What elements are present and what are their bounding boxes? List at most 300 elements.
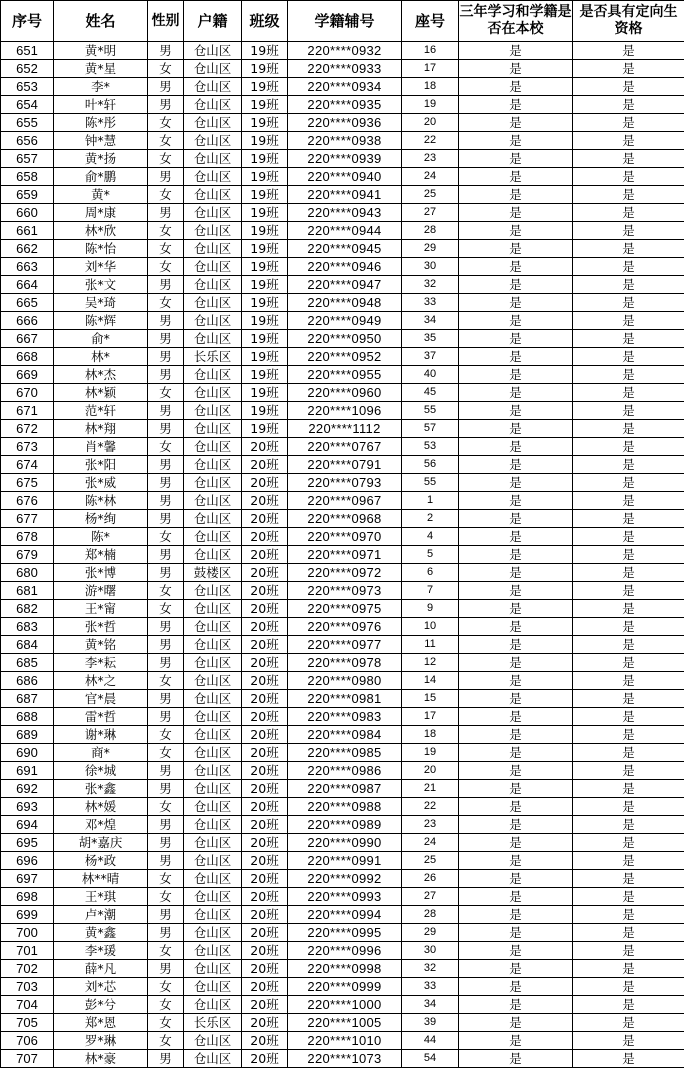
cell-qualification: 是 [573, 726, 684, 744]
cell-household: 仓山区 [184, 384, 242, 402]
cell-seq: 693 [1, 798, 54, 816]
cell-class: 20班 [242, 1032, 288, 1050]
cell-seq: 678 [1, 528, 54, 546]
cell-class: 20班 [242, 1050, 288, 1068]
cell-qualification: 是 [573, 546, 684, 564]
cell-gender: 男 [148, 852, 184, 870]
cell-name: 张*鑫 [54, 780, 148, 798]
cell-household: 仓山区 [184, 258, 242, 276]
cell-name: 杨*政 [54, 852, 148, 870]
cell-seq: 683 [1, 618, 54, 636]
cell-seat: 11 [402, 636, 459, 654]
cell-qualification: 是 [573, 384, 684, 402]
cell-name: 范*轩 [54, 402, 148, 420]
cell-household: 仓山区 [184, 528, 242, 546]
cell-qualification: 是 [573, 780, 684, 798]
cell-household: 仓山区 [184, 186, 242, 204]
cell-class: 19班 [242, 132, 288, 150]
cell-seq: 702 [1, 960, 54, 978]
cell-seat: 32 [402, 960, 459, 978]
cell-qualification: 是 [573, 456, 684, 474]
cell-student-id: 220****0955 [288, 366, 402, 384]
cell-in-school: 是 [459, 312, 573, 330]
cell-in-school: 是 [459, 654, 573, 672]
table-row [1, 330, 684, 348]
table-row [1, 870, 684, 888]
cell-gender: 男 [148, 816, 184, 834]
header-in-school: 三年学习和学籍是否在本校 [459, 1, 573, 42]
table-row [1, 456, 684, 474]
table-row [1, 780, 684, 798]
cell-name: 陈*彤 [54, 114, 148, 132]
cell-name: 陈*怡 [54, 240, 148, 258]
cell-student-id: 220****0993 [288, 888, 402, 906]
cell-qualification: 是 [573, 438, 684, 456]
cell-in-school: 是 [459, 114, 573, 132]
table-row [1, 654, 684, 672]
cell-student-id: 220****0994 [288, 906, 402, 924]
cell-name: 黄*明 [54, 42, 148, 60]
cell-household: 仓山区 [184, 114, 242, 132]
table-row [1, 366, 684, 384]
cell-qualification: 是 [573, 600, 684, 618]
cell-seq: 659 [1, 186, 54, 204]
cell-seq: 677 [1, 510, 54, 528]
cell-class: 20班 [242, 708, 288, 726]
cell-household: 仓山区 [184, 906, 242, 924]
cell-student-id: 220****0933 [288, 60, 402, 78]
cell-class: 20班 [242, 528, 288, 546]
cell-gender: 男 [148, 924, 184, 942]
cell-name: 张*威 [54, 474, 148, 492]
cell-household: 仓山区 [184, 420, 242, 438]
cell-gender: 男 [148, 708, 184, 726]
cell-qualification: 是 [573, 114, 684, 132]
cell-in-school: 是 [459, 762, 573, 780]
cell-qualification: 是 [573, 168, 684, 186]
table-row [1, 294, 684, 312]
cell-class: 20班 [242, 546, 288, 564]
cell-student-id: 220****1112 [288, 420, 402, 438]
cell-household: 仓山区 [184, 1050, 242, 1068]
cell-gender: 男 [148, 960, 184, 978]
cell-gender: 男 [148, 654, 184, 672]
cell-in-school: 是 [459, 42, 573, 60]
cell-seq: 655 [1, 114, 54, 132]
cell-household: 仓山区 [184, 132, 242, 150]
header-student-id: 学籍辅号 [288, 1, 402, 42]
cell-gender: 女 [148, 600, 184, 618]
cell-student-id: 220****1005 [288, 1014, 402, 1032]
cell-seq: 676 [1, 492, 54, 510]
cell-in-school: 是 [459, 456, 573, 474]
cell-in-school: 是 [459, 870, 573, 888]
cell-class: 20班 [242, 960, 288, 978]
cell-class: 20班 [242, 600, 288, 618]
cell-seq: 671 [1, 402, 54, 420]
cell-class: 20班 [242, 438, 288, 456]
cell-class: 19班 [242, 204, 288, 222]
cell-gender: 男 [148, 474, 184, 492]
header-seq: 序号 [1, 1, 54, 42]
table-row [1, 240, 684, 258]
cell-in-school: 是 [459, 672, 573, 690]
header-household: 户籍 [184, 1, 242, 42]
cell-gender: 女 [148, 240, 184, 258]
table-row [1, 474, 684, 492]
cell-student-id: 220****0793 [288, 474, 402, 492]
cell-gender: 男 [148, 780, 184, 798]
cell-household: 仓山区 [184, 924, 242, 942]
cell-gender: 男 [148, 420, 184, 438]
cell-qualification: 是 [573, 96, 684, 114]
cell-seat: 33 [402, 294, 459, 312]
cell-student-id: 220****0968 [288, 510, 402, 528]
cell-class: 20班 [242, 798, 288, 816]
table-row [1, 618, 684, 636]
cell-seat: 7 [402, 582, 459, 600]
cell-seq: 701 [1, 942, 54, 960]
cell-name: 吴*琦 [54, 294, 148, 312]
cell-seq: 687 [1, 690, 54, 708]
cell-household: 仓山区 [184, 474, 242, 492]
cell-student-id: 220****0935 [288, 96, 402, 114]
cell-class: 20班 [242, 456, 288, 474]
cell-class: 19班 [242, 312, 288, 330]
cell-seat: 22 [402, 798, 459, 816]
cell-gender: 男 [148, 42, 184, 60]
table-row [1, 1050, 684, 1068]
cell-household: 仓山区 [184, 636, 242, 654]
cell-name: 邓*煌 [54, 816, 148, 834]
cell-qualification: 是 [573, 330, 684, 348]
cell-name: 游*曙 [54, 582, 148, 600]
cell-seq: 694 [1, 816, 54, 834]
cell-student-id: 220****0996 [288, 942, 402, 960]
cell-household: 仓山区 [184, 312, 242, 330]
cell-name: 张*阳 [54, 456, 148, 474]
cell-gender: 男 [148, 618, 184, 636]
cell-class: 20班 [242, 996, 288, 1014]
cell-student-id: 220****0950 [288, 330, 402, 348]
cell-seat: 37 [402, 348, 459, 366]
cell-qualification: 是 [573, 42, 684, 60]
cell-gender: 男 [148, 906, 184, 924]
cell-in-school: 是 [459, 294, 573, 312]
cell-qualification: 是 [573, 132, 684, 150]
cell-seq: 674 [1, 456, 54, 474]
table-row [1, 150, 684, 168]
cell-household: 仓山区 [184, 240, 242, 258]
cell-student-id: 220****0948 [288, 294, 402, 312]
cell-student-id: 220****0767 [288, 438, 402, 456]
cell-seq: 688 [1, 708, 54, 726]
cell-qualification: 是 [573, 762, 684, 780]
cell-gender: 男 [148, 636, 184, 654]
cell-seq: 680 [1, 564, 54, 582]
cell-class: 19班 [242, 240, 288, 258]
cell-household: 仓山区 [184, 204, 242, 222]
table-row [1, 60, 684, 78]
cell-gender: 男 [148, 402, 184, 420]
cell-household: 仓山区 [184, 690, 242, 708]
cell-seat: 30 [402, 258, 459, 276]
cell-name: 黄* [54, 186, 148, 204]
cell-student-id: 220****0932 [288, 42, 402, 60]
cell-qualification: 是 [573, 1014, 684, 1032]
cell-name: 林*欣 [54, 222, 148, 240]
cell-name: 薛*凡 [54, 960, 148, 978]
cell-seat: 26 [402, 870, 459, 888]
cell-student-id: 220****1096 [288, 402, 402, 420]
header-qualification: 是否具有定向生资格 [573, 1, 684, 42]
cell-class: 19班 [242, 384, 288, 402]
cell-household: 仓山区 [184, 762, 242, 780]
cell-name: 林* [54, 348, 148, 366]
cell-gender: 男 [148, 1050, 184, 1068]
cell-seat: 18 [402, 78, 459, 96]
table-row [1, 942, 684, 960]
cell-household: 仓山区 [184, 438, 242, 456]
cell-gender: 女 [148, 132, 184, 150]
table-row [1, 1014, 684, 1032]
table-row [1, 564, 684, 582]
cell-class: 19班 [242, 60, 288, 78]
cell-seq: 706 [1, 1032, 54, 1050]
table-row [1, 690, 684, 708]
cell-in-school: 是 [459, 204, 573, 222]
cell-student-id: 220****0992 [288, 870, 402, 888]
cell-seat: 25 [402, 852, 459, 870]
cell-gender: 男 [148, 366, 184, 384]
cell-qualification: 是 [573, 852, 684, 870]
cell-gender: 女 [148, 888, 184, 906]
cell-class: 20班 [242, 852, 288, 870]
cell-in-school: 是 [459, 474, 573, 492]
cell-student-id: 220****0989 [288, 816, 402, 834]
cell-qualification: 是 [573, 60, 684, 78]
cell-class: 19班 [242, 96, 288, 114]
cell-seq: 675 [1, 474, 54, 492]
table-row [1, 996, 684, 1014]
cell-student-id: 220****0984 [288, 726, 402, 744]
cell-seat: 40 [402, 366, 459, 384]
cell-in-school: 是 [459, 366, 573, 384]
cell-name: 林**晴 [54, 870, 148, 888]
cell-qualification: 是 [573, 816, 684, 834]
cell-in-school: 是 [459, 96, 573, 114]
cell-seq: 691 [1, 762, 54, 780]
table-row [1, 438, 684, 456]
cell-seat: 28 [402, 906, 459, 924]
cell-student-id: 220****0999 [288, 978, 402, 996]
cell-in-school: 是 [459, 276, 573, 294]
table-row [1, 222, 684, 240]
cell-student-id: 220****0977 [288, 636, 402, 654]
cell-gender: 女 [148, 672, 184, 690]
cell-gender: 女 [148, 294, 184, 312]
cell-in-school: 是 [459, 636, 573, 654]
cell-name: 黄*扬 [54, 150, 148, 168]
cell-qualification: 是 [573, 744, 684, 762]
cell-seq: 684 [1, 636, 54, 654]
cell-student-id: 220****0973 [288, 582, 402, 600]
cell-seq: 654 [1, 96, 54, 114]
cell-seq: 682 [1, 600, 54, 618]
cell-gender: 男 [148, 168, 184, 186]
cell-class: 20班 [242, 510, 288, 528]
cell-class: 20班 [242, 834, 288, 852]
cell-name: 林*翔 [54, 420, 148, 438]
cell-seat: 16 [402, 42, 459, 60]
table-row [1, 600, 684, 618]
cell-class: 20班 [242, 816, 288, 834]
cell-seq: 681 [1, 582, 54, 600]
cell-name: 商* [54, 744, 148, 762]
cell-in-school: 是 [459, 438, 573, 456]
cell-class: 19班 [242, 150, 288, 168]
cell-class: 19班 [242, 366, 288, 384]
cell-seat: 6 [402, 564, 459, 582]
cell-seat: 9 [402, 600, 459, 618]
cell-class: 19班 [242, 42, 288, 60]
cell-seat: 56 [402, 456, 459, 474]
cell-name: 林*杰 [54, 366, 148, 384]
cell-student-id: 220****0934 [288, 78, 402, 96]
cell-class: 20班 [242, 618, 288, 636]
cell-name: 钟*慧 [54, 132, 148, 150]
table-row [1, 384, 684, 402]
cell-class: 19班 [242, 276, 288, 294]
cell-seq: 651 [1, 42, 54, 60]
cell-household: 鼓楼区 [184, 564, 242, 582]
cell-seat: 4 [402, 528, 459, 546]
cell-class: 20班 [242, 690, 288, 708]
cell-household: 仓山区 [184, 402, 242, 420]
table-row [1, 312, 684, 330]
cell-gender: 男 [148, 546, 184, 564]
cell-household: 仓山区 [184, 150, 242, 168]
header-seat: 座号 [402, 1, 459, 42]
cell-in-school: 是 [459, 618, 573, 636]
cell-gender: 男 [148, 312, 184, 330]
table-row [1, 672, 684, 690]
cell-seat: 10 [402, 618, 459, 636]
cell-seat: 21 [402, 780, 459, 798]
cell-in-school: 是 [459, 996, 573, 1014]
cell-in-school: 是 [459, 888, 573, 906]
cell-seq: 707 [1, 1050, 54, 1068]
cell-seat: 29 [402, 240, 459, 258]
cell-name: 徐*城 [54, 762, 148, 780]
cell-qualification: 是 [573, 618, 684, 636]
cell-seat: 57 [402, 420, 459, 438]
cell-in-school: 是 [459, 492, 573, 510]
cell-seq: 665 [1, 294, 54, 312]
cell-seq: 686 [1, 672, 54, 690]
cell-student-id: 220****0991 [288, 852, 402, 870]
cell-seq: 700 [1, 924, 54, 942]
cell-in-school: 是 [459, 132, 573, 150]
cell-student-id: 220****1073 [288, 1050, 402, 1068]
cell-class: 20班 [242, 564, 288, 582]
cell-name: 罗*琳 [54, 1032, 148, 1050]
cell-seat: 28 [402, 222, 459, 240]
cell-in-school: 是 [459, 744, 573, 762]
cell-student-id: 220****0945 [288, 240, 402, 258]
cell-seat: 54 [402, 1050, 459, 1068]
cell-seat: 24 [402, 168, 459, 186]
cell-student-id: 220****0970 [288, 528, 402, 546]
cell-seat: 19 [402, 96, 459, 114]
cell-seq: 696 [1, 852, 54, 870]
cell-student-id: 220****0943 [288, 204, 402, 222]
cell-qualification: 是 [573, 348, 684, 366]
cell-name: 黄*星 [54, 60, 148, 78]
cell-seq: 668 [1, 348, 54, 366]
cell-class: 20班 [242, 888, 288, 906]
cell-in-school: 是 [459, 150, 573, 168]
cell-name: 李*耘 [54, 654, 148, 672]
table-row [1, 96, 684, 114]
cell-seq: 692 [1, 780, 54, 798]
cell-household: 仓山区 [184, 834, 242, 852]
cell-name: 张*文 [54, 276, 148, 294]
cell-name: 张*哲 [54, 618, 148, 636]
cell-name: 陈* [54, 528, 148, 546]
cell-seat: 5 [402, 546, 459, 564]
cell-seat: 15 [402, 690, 459, 708]
cell-seat: 14 [402, 672, 459, 690]
cell-seat: 18 [402, 726, 459, 744]
cell-seat: 17 [402, 708, 459, 726]
cell-name: 叶*轩 [54, 96, 148, 114]
cell-name: 王*琪 [54, 888, 148, 906]
cell-seq: 662 [1, 240, 54, 258]
cell-qualification: 是 [573, 492, 684, 510]
cell-household: 仓山区 [184, 582, 242, 600]
cell-in-school: 是 [459, 384, 573, 402]
cell-class: 20班 [242, 942, 288, 960]
cell-seat: 20 [402, 762, 459, 780]
cell-gender: 男 [148, 456, 184, 474]
cell-class: 19班 [242, 186, 288, 204]
cell-seat: 24 [402, 834, 459, 852]
cell-household: 仓山区 [184, 222, 242, 240]
cell-seat: 27 [402, 888, 459, 906]
cell-student-id: 220****0944 [288, 222, 402, 240]
cell-seq: 666 [1, 312, 54, 330]
cell-household: 仓山区 [184, 456, 242, 474]
cell-household: 仓山区 [184, 798, 242, 816]
cell-name: 卢*潮 [54, 906, 148, 924]
cell-class: 19班 [242, 258, 288, 276]
cell-household: 仓山区 [184, 618, 242, 636]
table-row [1, 204, 684, 222]
cell-household: 仓山区 [184, 888, 242, 906]
cell-class: 19班 [242, 330, 288, 348]
table-row [1, 762, 684, 780]
cell-seq: 697 [1, 870, 54, 888]
cell-class: 19班 [242, 420, 288, 438]
cell-in-school: 是 [459, 834, 573, 852]
cell-seat: 17 [402, 60, 459, 78]
cell-household: 仓山区 [184, 870, 242, 888]
cell-qualification: 是 [573, 312, 684, 330]
cell-qualification: 是 [573, 1032, 684, 1050]
cell-seat: 20 [402, 114, 459, 132]
cell-household: 仓山区 [184, 42, 242, 60]
